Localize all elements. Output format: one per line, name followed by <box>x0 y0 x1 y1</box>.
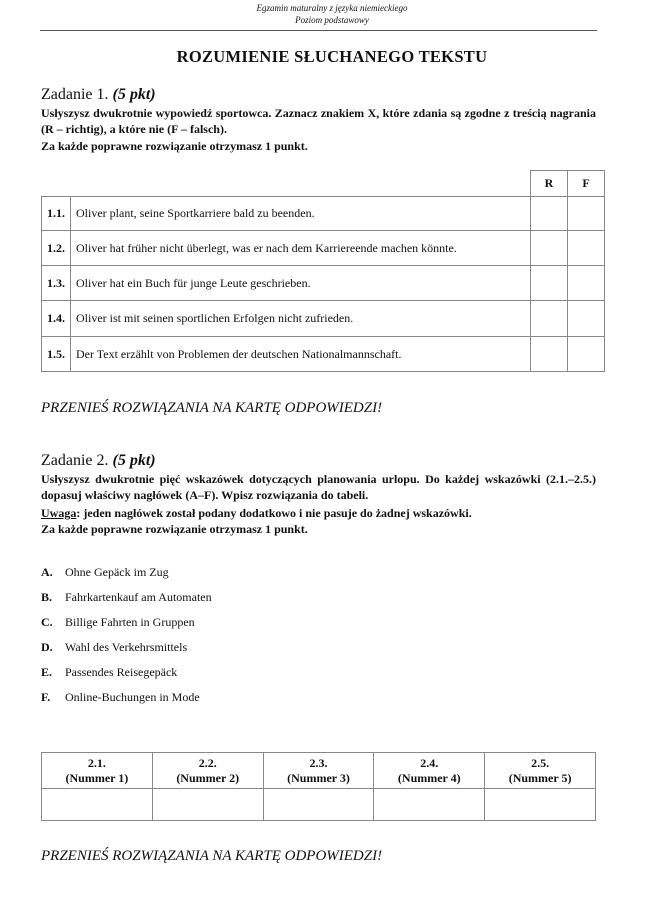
answer-col-header <box>485 753 596 789</box>
table-row <box>42 266 605 301</box>
answer-cell-r[interactable] <box>531 266 568 301</box>
row-statement: Oliver hat ein Buch für junge Leute geschrieben. <box>71 266 531 301</box>
table-row <box>42 337 605 372</box>
page-title: ROZUMIENIE SŁUCHANEGO TEKSTU <box>176 47 488 66</box>
col-sub: (Nummer 5) <box>508 770 572 785</box>
table-row <box>42 301 605 337</box>
row-number: 1.2. <box>42 231 71 266</box>
option-text: Billige Fahrten in Gruppen <box>65 615 195 629</box>
answer-cell-f[interactable] <box>568 301 605 337</box>
option-item <box>41 615 195 630</box>
col-number: 2.3. <box>309 755 328 770</box>
task2-heading <box>41 452 156 470</box>
option-item <box>41 665 177 680</box>
note-label: Uwaga <box>41 506 77 520</box>
option-letter: E. <box>41 665 53 679</box>
row-number: 1.5. <box>42 337 71 372</box>
col-number: 2.4. <box>420 755 439 770</box>
exam-header-line1: Egzamin maturalny z języka niemieckiego <box>256 3 408 13</box>
answer-cell-r[interactable] <box>531 231 568 266</box>
option-letter: B. <box>41 590 53 604</box>
answer-cell[interactable] <box>485 789 596 821</box>
answer-col-header <box>263 753 374 789</box>
row-number: 1.3. <box>42 266 71 301</box>
option-letter: C. <box>41 615 53 629</box>
answer-cell-f[interactable] <box>568 266 605 301</box>
row-number: 1.1. <box>42 197 71 231</box>
answer-col-header <box>152 753 263 789</box>
answer-cell-r[interactable] <box>531 337 568 372</box>
answer-cell[interactable] <box>42 789 153 821</box>
task2-answer-table <box>41 752 596 821</box>
answer-cell-f[interactable] <box>568 337 605 372</box>
col-sub: (Nummer 2) <box>176 770 240 785</box>
option-text: Wahl des Verkehrsmittels <box>65 640 188 654</box>
col-number: 2.5. <box>531 755 550 770</box>
col-header-r: R <box>531 171 568 197</box>
answer-col-header <box>374 753 485 789</box>
table-row <box>42 231 605 266</box>
option-text: Passendes Reisegepäck <box>65 665 178 679</box>
task2-scoring: Za każde poprawne rozwiązanie otrzymasz 1 punkt. <box>41 522 308 536</box>
option-item <box>41 565 169 580</box>
col-header-f: F <box>568 171 605 197</box>
option-letter: F. <box>41 690 51 704</box>
task2-transfer-note: PRZENIEŚ ROZWIĄZANIA NA KARTĘ ODPOWIEDZI! <box>41 848 383 864</box>
col-number: 2.2. <box>198 755 217 770</box>
task1-instructions: Usłyszysz dwukrotnie wypowiedź sportowca. Zaznacz znakiem X, które zdania są zgodne z treścią nagrania (R – richtig), a które nie (F – falsch). <box>41 106 596 136</box>
col-sub: (Nummer 1) <box>65 770 129 785</box>
col-sub: (Nummer 3) <box>287 770 350 785</box>
task1-scoring: Za każde poprawne rozwiązanie otrzymasz 1 punkt. <box>41 139 308 153</box>
option-item <box>41 640 187 655</box>
option-text: Ohne Gepäck im Zug <box>65 565 169 579</box>
task2-instructions: Usłyszysz dwukrotnie pięć wskazówek dotyczących planowania urlopu. Do każdej wskazówki (2.1.–2.5.) dopasuj właściwy nagłówek (A–F). Wpisz rozwiązania do tabeli. <box>41 472 596 502</box>
col-number: 2.1. <box>87 755 106 770</box>
row-statement: Oliver hat früher nicht überlegt, was er nach dem Karriereende machen könnte. <box>71 231 531 266</box>
option-letter: D. <box>41 640 53 654</box>
option-text: Fahrkartenkauf am Automaten <box>65 590 212 604</box>
answer-cell[interactable] <box>374 789 485 821</box>
option-letter: A. <box>41 565 53 579</box>
task1-heading <box>41 86 156 104</box>
header-divider <box>40 30 597 31</box>
exam-header-line2: Poziom podstawowy <box>295 15 369 25</box>
task1-transfer-note: PRZENIEŚ ROZWIĄZANIA NA KARTĘ ODPOWIEDZI! <box>41 400 383 416</box>
row-statement: Oliver ist mit seinen sportlichen Erfolgen nicht zufrieden. <box>71 301 531 337</box>
option-item <box>41 590 212 605</box>
answer-cell-r[interactable] <box>531 301 568 337</box>
task2-points: (5 pkt) <box>112 452 156 469</box>
col-sub: (Nummer 4) <box>397 770 461 785</box>
task1-label: Zadanie 1. <box>41 86 109 103</box>
answer-cell-f[interactable] <box>568 197 605 231</box>
answer-col-header <box>42 753 153 789</box>
table-row <box>42 197 605 231</box>
answer-cell[interactable] <box>263 789 374 821</box>
answer-cell-r[interactable] <box>531 197 568 231</box>
task2-note <box>41 505 596 521</box>
option-item <box>41 690 200 705</box>
task2-label: Zadanie 2. <box>41 452 109 469</box>
answer-cell[interactable] <box>152 789 263 821</box>
row-statement: Oliver plant, seine Sportkarriere bald zu beenden. <box>71 197 531 231</box>
note-text: : jeden nagłówek został podany dodatkowo i nie pasuje do żadnej wskazówki. <box>76 506 472 520</box>
row-number: 1.4. <box>42 301 71 337</box>
row-statement: Der Text erzählt von Problemen der deutschen Nationalmannschaft. <box>71 337 531 372</box>
task1-points: (5 pkt) <box>112 86 156 103</box>
option-text: Online-Buchungen in Mode <box>65 690 200 704</box>
task1-table <box>41 170 605 372</box>
answer-cell-f[interactable] <box>568 231 605 266</box>
